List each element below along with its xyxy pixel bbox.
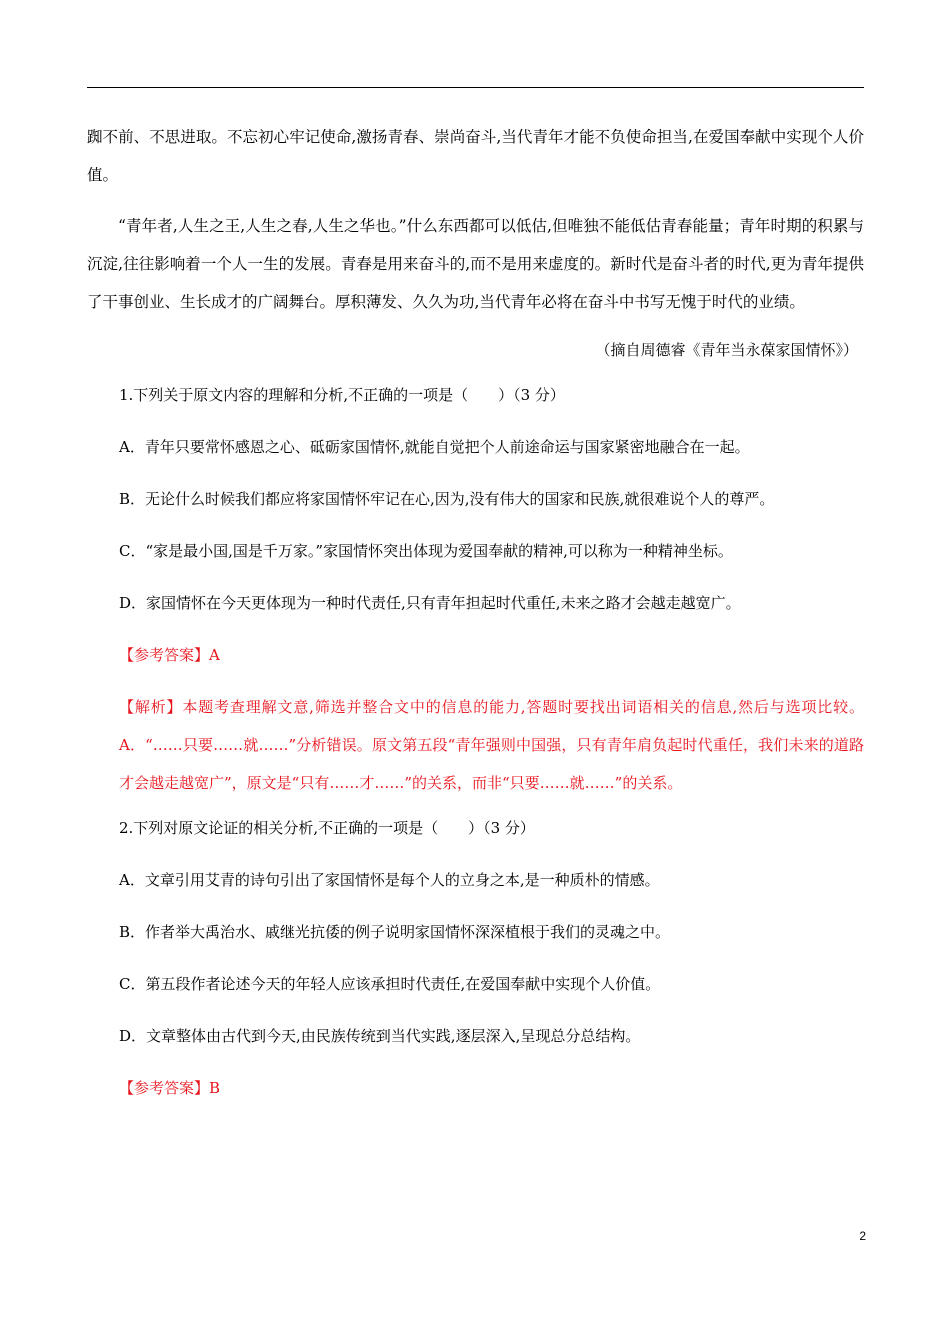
question-2-stem: 2.下列对原文论证的相关分析,不正确的一项是（ ）（3 分） (119, 819, 535, 837)
question-1-answer: 【参考答案】A (119, 646, 220, 664)
page-content (87, 118, 864, 1107)
passage-paragraph-2: “青年者,人生之王,人生之春,人生之华也。”什么东西都可以低估,但唯独不能低估青春能量；青年时期的积累与沉淀,往往影响着一个人一生的发展。青春是用来奋斗的,而不是用来虚度的。新时代是奋斗者的时代,更为青年提供了干事创业、生长成才的广阔舞台。厚积薄发、久久为功,当代青年必将在奋斗中书写无愧于时代的业绩。 (87, 217, 864, 311)
question-2-option-b: B．作者举大禹治水、戚继光抗倭的例子说明家国情怀深深植根于我们的灵魂之中。 (119, 923, 671, 941)
question-2-option-a: A．文章引用艾青的诗句引出了家国情怀是每个人的立身之本,是一种质朴的情感。 (119, 871, 660, 889)
passage-paragraph-1: 踟不前、不思进取。不忘初心牢记使命,激扬青春、崇尚奋斗,当代青年才能不负使命担当,在爱国奉献中实现个人价值。 (87, 128, 864, 184)
question-1-option-b: B．无论什么时候我们都应将家国情怀牢记在心,因为,没有伟大的国家和民族,就很难说个人的尊严。 (119, 490, 775, 508)
question-1-option-d: D．家国情怀在今天更体现为一种时代责任,只有青年担起时代重任,未来之路才会越走越宽广。 (119, 594, 741, 612)
page-number: 2 (859, 1229, 866, 1243)
question-1-option-a: A．青年只要常怀感恩之心、砥砺家国情怀,就能自觉把个人前途命运与国家紧密地融合在一起。 (119, 438, 750, 456)
question-2-block (87, 809, 864, 1107)
question-1-stem: 1.下列关于原文内容的理解和分析,不正确的一项是（ ）（3 分） (119, 386, 565, 404)
question-1-block (87, 376, 864, 802)
header-rule (87, 87, 864, 88)
question-1-analysis: 【解析】本题考查理解文意,筛选并整合文中的信息的能力,答题时要找出词语相关的信息,然后与选项比较。A．“……只要……就……”分析错误。原文第五段“青年强则中国强，只有青年肩负起时代重任，我们未来的道路才会越走越宽广”，原文是“只有……才……”的关系，而非“只要……就……”的关系。 (119, 698, 864, 792)
passage-source: （摘自周德睿《青年当永葆家国情怀》） (595, 341, 858, 359)
question-2-option-d: D．文章整体由古代到今天,由民族传统到当代实践,逐层深入,呈现总分总结构。 (119, 1027, 641, 1045)
question-1-option-c: C．“家是最小国,国是千万家。”家国情怀突出体现为爱国奉献的精神,可以称为一种精神坐标。 (119, 542, 733, 560)
question-2-option-c: C．第五段作者论述今天的年轻人应该承担时代责任,在爱国奉献中实现个人价值。 (119, 975, 661, 993)
question-2-answer: 【参考答案】B (119, 1079, 221, 1097)
